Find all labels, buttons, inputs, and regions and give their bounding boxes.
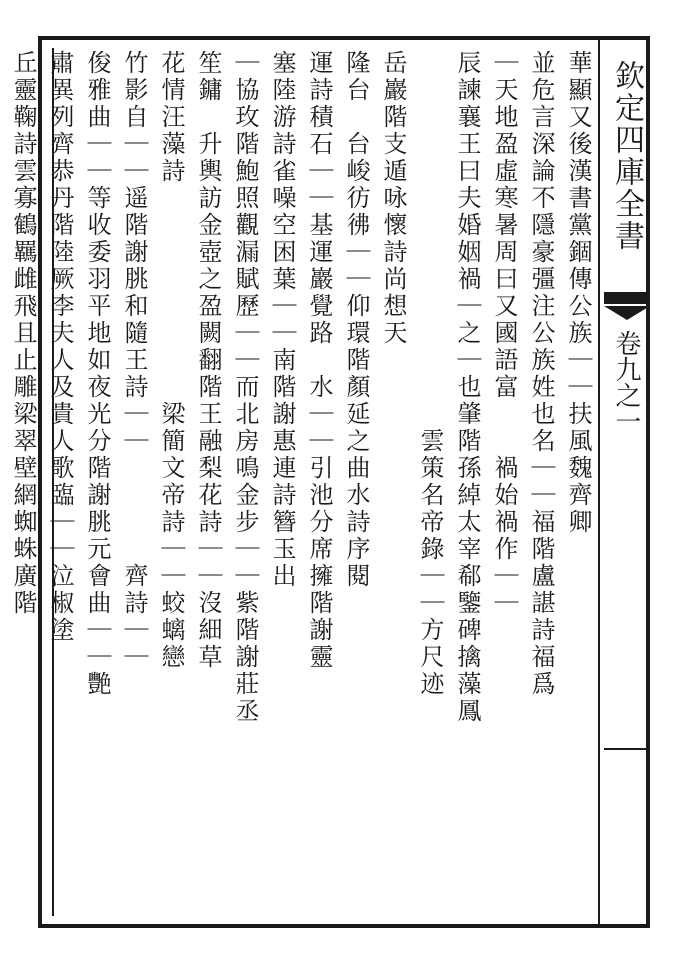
fishtail-mark-icon: [604, 292, 650, 320]
text-column: 塞陸游詩雀噪空困葉｜｜南階謝惠連詩簪玉出: [268, 50, 296, 590]
text-column: 丘靈鞠詩雲寡鶴羈雌飛且止雕梁翠壁網蜘蛛廣階: [9, 50, 37, 617]
text-column: 並危言深論不隱豪彊注公族姓也名｜｜福階盧諶詩福爲: [527, 50, 555, 698]
header-short-rule: [604, 748, 650, 750]
book-title: 欽定四庫全書: [609, 60, 644, 252]
header-divider: [598, 36, 600, 928]
text-column: 辰諫襄王曰夫婚姻禍｜之｜也肇階孫綽太宰郗鑒碑擒藻鳳: [453, 50, 481, 725]
text-column: 華顯又後漢書黨錮傳公族｜｜扶風魏齊卿: [564, 50, 592, 536]
body-text: [9, 50, 596, 918]
text-column: 運詩積石｜｜基運巖覺路 水｜｜引池分席擁階謝靈: [305, 50, 333, 671]
text-column: 隆台 台峻彷彿｜｜仰環階顏延之曲水詩序閱: [342, 50, 370, 590]
text-column: 竹影自｜｜遥階謝朓和隨王詩｜｜ 齊詩｜｜: [120, 50, 148, 671]
section-label: 卷九之一: [611, 330, 641, 434]
text-column: 肅異列齊恭丹階陸厥李夫人及貴人歌臨｜｜泣椒塗: [46, 50, 74, 644]
text-column: ｜天地盈虛寒暑周曰又國語富 禍始禍作｜｜: [490, 50, 518, 617]
text-column: [0, 50, 4, 918]
text-column: 俊雅曲｜｜等收委羽平地如夜光分階謝朓元會曲｜｜艷: [83, 50, 111, 698]
text-column: 花情汪藻詩 梁簡文帝詩｜｜蛟螭戀: [157, 50, 185, 671]
text-column: 雲策名帝錄｜｜方尺迹: [416, 50, 444, 698]
text-column: ｜協玫階鮑照觀漏賦歷｜｜而北房鳴金步｜｜紫階謝莊丞: [231, 50, 259, 725]
text-column: 岳巖階支遁咏懷詩尚想天: [379, 50, 407, 347]
text-column: 笙鏞 升輿訪金壺之盈闕翻階王融梨花詩｜｜沒細草: [194, 50, 222, 671]
